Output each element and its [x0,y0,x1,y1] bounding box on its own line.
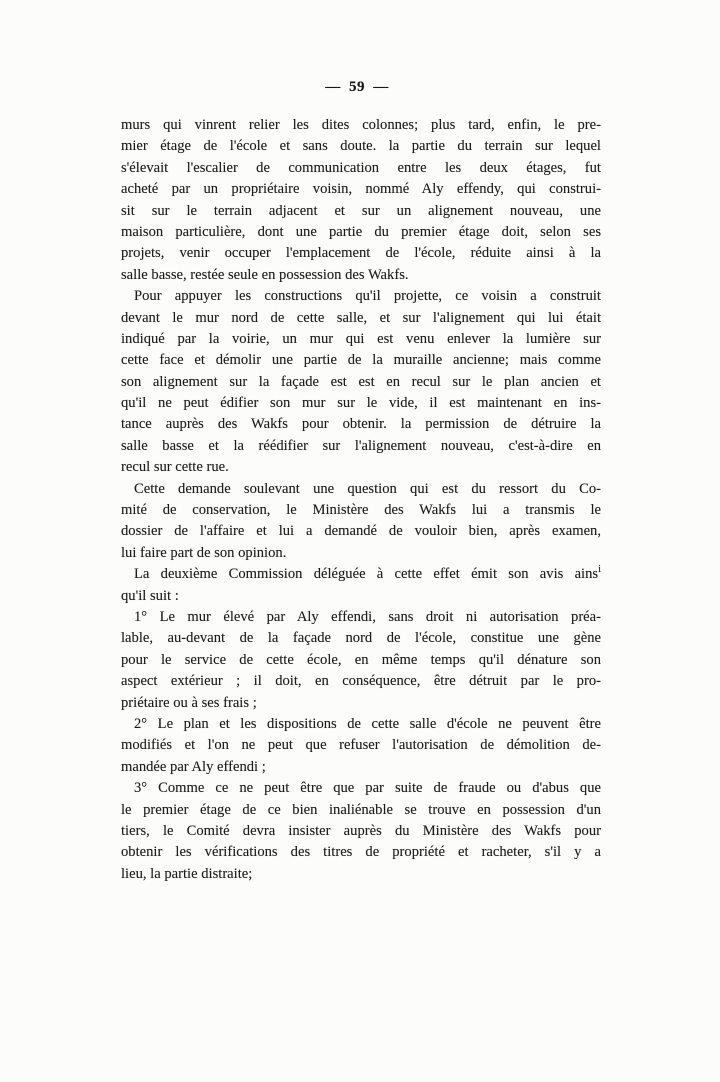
paragraph [121,564,601,607]
text-line: cette face et démolir une partie de la muraille ancienne; mais comme [121,352,601,369]
text-line: Cette demande soulevant une question qui est du ressort du Co- [134,480,601,497]
text-line: mandée par Aly effendi ; [121,758,266,775]
paragraph [121,607,601,714]
paragraph [121,714,601,778]
text-line: aspect extérieur ; il doit, en conséquence, être détruit par le pro- [121,673,601,690]
text-line: 3° Comme ce ne peut être que par suite de fraude ou d'abus que [134,780,601,797]
text-line: s'élevait l'escalier de communication entre les deux étages, fut [121,159,601,176]
text-line: maison particulière, dont une partie du premier étage doit, selon ses [121,223,601,240]
text-line: modifiés et l'on ne peut que refuser l'autorisation de démolition de- [121,737,601,754]
text-line: sit sur le terrain adjacent et sur un alignement nouveau, une [121,202,601,219]
text-line: acheté par un propriétaire voisin, nommé Aly effendy, qui construi- [121,181,601,198]
text-line: priétaire ou à ses frais ; [121,694,257,711]
text-line: La deuxième Commission déléguée à cette effet émit son avis ains$^i$ [134,564,601,583]
page-content [121,115,601,885]
paragraph [121,479,601,565]
paragraph [121,286,601,479]
text-line: devant le mur nord de cette salle, et sur l'alignement qui lui était [121,309,601,326]
text-line: lieu, la partie distraite; [121,865,253,882]
text-line: indiqué par la voirie, un mur qui est venu enlever la lumière sur [121,330,601,347]
superscript-letter: i [598,564,601,576]
text-line: lable, au-devant de la façade nord de l'école, constitue une gène [121,630,601,647]
text-line: le premier étage de ce bien inaliénable se trouve en possession d'un [121,801,601,818]
text-line: son alignement sur la façade est est en recul sur le plan ancien et [121,373,601,390]
text-line: qu'il ne peut édifier son mur sur le vide, il est maintenant en ins- [121,395,601,412]
text-line: 2° Le plan et les dispositions de cette salle d'école ne peuvent être [134,715,601,732]
text-line: murs qui vinrent relier les dites colonnes; plus tard, enfin, le pre- [121,117,601,133]
text-line: pour le service de cette école, en même temps qu'il dénature son [121,651,601,668]
text-line: mité de conservation, le Ministère des Wakfs lui a transmis le [121,502,601,519]
text-line: qu'il suit : [121,587,179,604]
text-line: salle basse, restée seule en possession des Wakfs. [121,266,409,283]
text-line: dossier de l'affaire et lui a demandé de vouloir bien, après examen, [121,523,601,540]
page-number: — 59 — [325,79,389,95]
text-line: tiers, le Comité devra insister auprès du Ministère des Wakfs pour [121,822,601,839]
text-line: lui faire part de son opinion. [121,544,287,561]
paragraph [121,115,601,286]
text-line: mier étage de l'école et sans doute. la partie du terrain sur lequel [121,138,601,155]
text-line: recul sur cette rue. [121,459,229,476]
text-line: Pour appuyer les constructions qu'il projette, ce voisin a construit [134,288,601,305]
text-line: salle basse et la réédifier sur l'alignement nouveau, c'est-à-dire en [121,437,601,454]
text-line: obtenir les vérifications des titres de propriété et racheter, s'il y a [121,844,601,861]
text-line: tance auprès des Wakfs pour obtenir. la permission de détruire la [121,416,601,433]
paragraph [121,778,601,885]
text-line: 1° Le mur élevé par Aly effendi, sans droit ni autorisation préa- [134,608,601,625]
text-line: projets, venir occuper l'emplacement de l'école, réduite ainsi à la [121,245,601,262]
